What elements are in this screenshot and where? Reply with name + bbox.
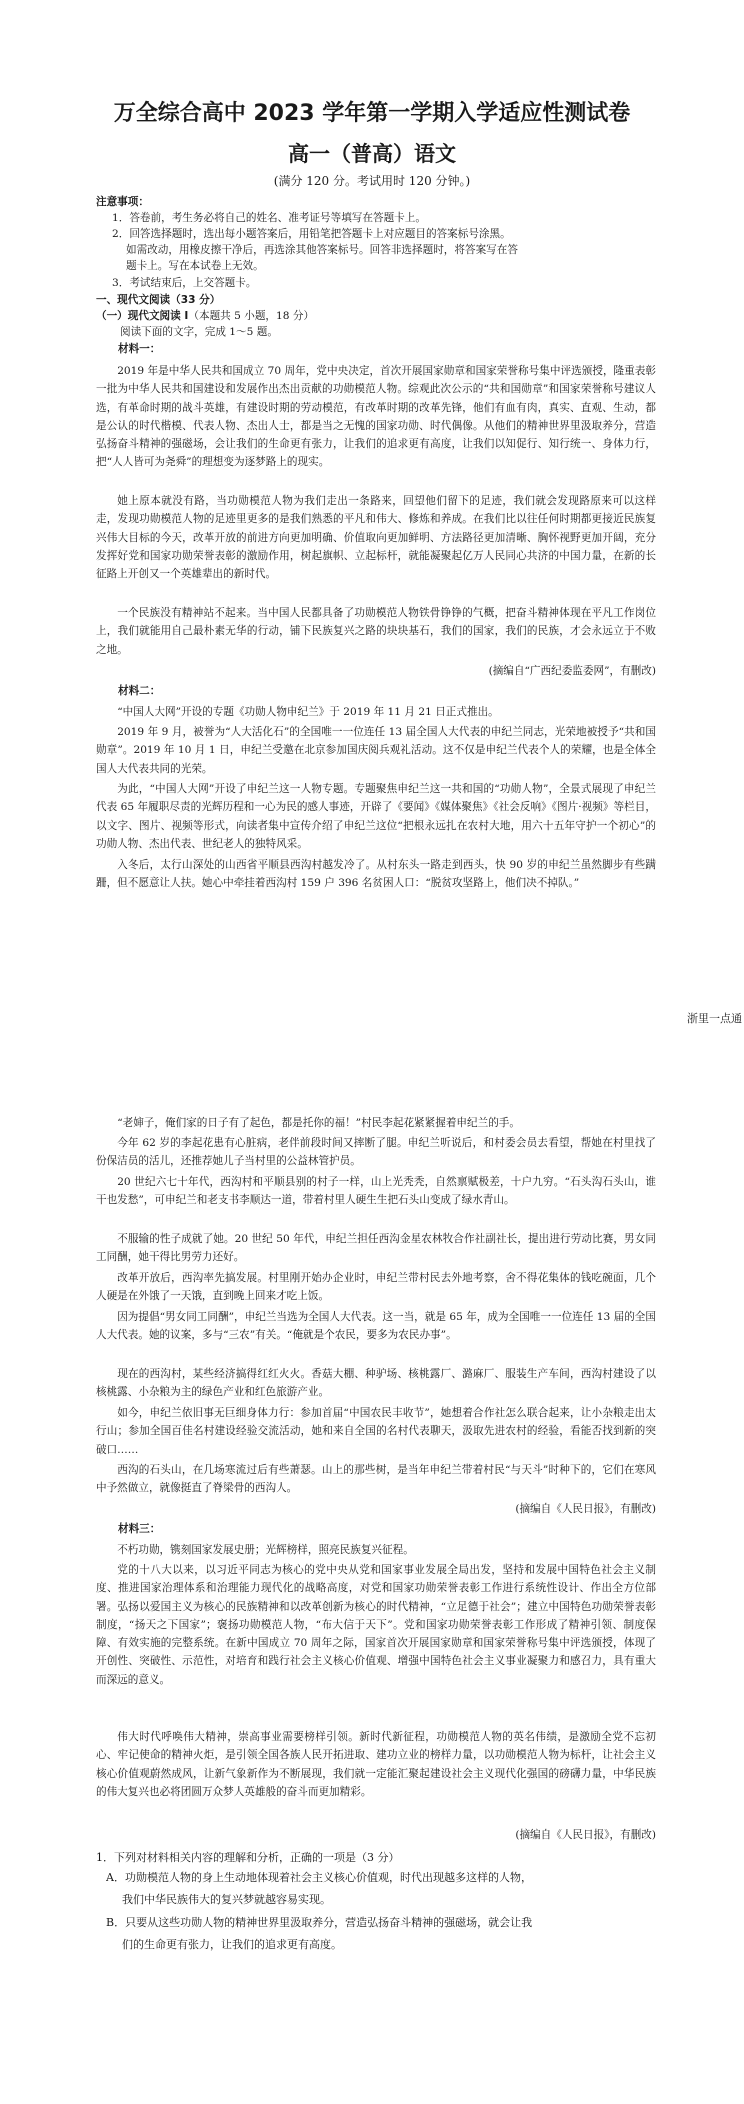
material2-paragraph-9: 改革开放后，西沟率先搞发展。村里刚开始办企业时，申纪兰带村民去外地考察，舍不得花集体的钱吃碗面，几个人硬是在外饿了一天饿，直到晚上回来才吃上饭。	[96, 1272, 656, 1303]
subsection-heading-bold: （一）现代文阅读 I	[96, 310, 189, 322]
note-item-2-cont: 如需改动，用橡皮擦干净后，再选涂其他答案标号。回答非选择题时，将答案写在答	[126, 244, 518, 256]
margin-note: 浙里一点通	[687, 1012, 742, 1025]
material2-paragraph-3: 为此，“中国人大网”开设了申纪兰这一人物专题。专题聚焦申纪兰这一共和国的“功勋人物”，全景式展现了申纪兰代表 65 年履职尽责的光辉历程和一心为民的感人事迹，开辟了《要闻》《媒体聚焦》《社会反响》《图片·视频》等栏目，以文字、图片、视频等形式，向读者集中宣传介绍了申纪兰这位“把根永远扎在农村大地，用六十五年守护一个初心”的功勋人物、杰出代表、世纪老人的独特风采。	[96, 783, 656, 850]
question1-option-a: A．功勋模范人物的身上生动地体现着社会主义核心价值观，时代出现越多这样的人物，	[106, 1871, 532, 1884]
material1-paragraph-3: 一个民族没有精神站不起来。当中国人民都具备了功勋模范人物铁骨铮铮的气概，把奋斗精神体现在平凡工作岗位上，我们就能用自己最朴素无华的行动，铺下民族复兴之路的块块基石，我们的国家，我们的民族，才会永远立于不败之地。	[96, 607, 656, 656]
material2-paragraph-8: 不服输的性子成就了她。20 世纪 50 年代，申纪兰担任西沟金星农林牧合作社副社长，提出进行劳动比赛，男女同工同酬，她干得比男劳力还好。	[96, 1233, 656, 1264]
exam-subject: 高一（普高）语文	[288, 142, 456, 166]
exam-title: 万全综合高中 2023 学年第一学期入学适应性测试卷	[113, 101, 631, 126]
material3-paragraph-1: 不朽功勋，镌刻国家发展史册；光辉榜样，照亮民族复兴征程。	[117, 1544, 414, 1556]
exam-meta: (满分 120 分。考试用时 120 分钟。)	[273, 174, 471, 188]
material2-paragraph-6: 今年 62 岁的李起花患有心脏病，老伴前段时间又摔断了腿。申纪兰听说后，和村委会员去看望，帮她在村里找了份保洁员的活儿，还推荐她儿子当村里的公益林管护员。	[96, 1137, 656, 1168]
material2-source: (摘编自《人民日报》，有删改)	[515, 1503, 656, 1515]
material2-paragraph-5: “老婶子，俺们家的日子有了起色，都是托你的福！”村民李起花紧紧握着申纪兰的手。	[117, 1117, 520, 1129]
note-item-2-cont2: 题卡上。写在本试卷上无效。	[126, 260, 264, 272]
question1-option-b: B．只要从这些功勋人物的精神世界里汲取养分，营造弘扬奋斗精神的强磁场，就会让我	[106, 1916, 533, 1929]
material2-label: 材料二：	[118, 685, 161, 697]
material2-paragraph-2: 2019 年 9 月，被誉为“人大活化石”的全国唯一一位连任 13 届全国人大代表的申纪兰同志，光荣地被授予“共和国勋章”。2019 年 10 月 1 日，申纪兰受邀在北京参加国庆阅兵观礼活动。这不仅是申纪兰代表个人的荣耀，也是全体全国人大代表共同的光荣。	[96, 726, 656, 775]
note-item-1: 1．答卷前，考生务必将自己的姓名、准考证号等填写在答题卡上。	[112, 212, 426, 224]
material2-paragraph-12: 如今，申纪兰依旧事无巨细身体力行：参加首届“中国农民丰收节”，她想着合作社怎么联合起来，让小杂粮走出太行山；参加全国百佳名村建设经验交流活动，她和来自全国的名村代表聊天，汲取先进农村的经验，看能否找到新的突破口……	[96, 1407, 656, 1456]
material2-paragraph-7: 20 世纪六七十年代，西沟村和平顺县别的村子一样，山上光秃秃，自然禀赋极差，十户九穷。“石头沟石头山，谁干也发愁”，可申纪兰和老支书李顺达一道，带着村里人硬生生把石头山变成了绿水青山。	[96, 1176, 656, 1207]
reading-instruction: 阅读下面的文字，完成 1～5 题。	[120, 326, 278, 338]
material2-paragraph-4: 入冬后，太行山深处的山西省平顺县西沟村越发冷了。从村东头一路走到西头，快 90 岁的申纪兰虽然脚步有些蹒跚，但不愿意让人扶。她心中牵挂着西沟村 159 户 396 名贫困人口：“脱贫攻坚路上，他们决不掉队。”	[96, 859, 656, 890]
material2-paragraph-1: “中国人大网”开设的专题《功勋人物申纪兰》于 2019 年 11 月 21 日正式推出。	[117, 706, 499, 718]
question1-option-b-cont: 们的生命更有张力，让我们的追求更有高度。	[122, 1938, 342, 1951]
material1-paragraph-2: 她上原本就没有路，当功勋模范人物为我们走出一条路来，回望他们留下的足迹，我们就会发现路原来可以这样走，发现功勋模范人物的足迹里更多的是我们熟悉的平凡和伟大、修炼和养成。在我们比以往任何时期都更接近民族复兴伟大目标的今天，改革开放的前进方向更加明确、价值取向更加鲜明、方法路径更加清晰、胸怀视野更加开阔，充分发挥好党和国家功勋荣誉表彰的激励作用，树起旗帜、立起标杆，就能凝聚起亿万人民同心共济的中国力量，在新的长征路上开创又一个英雄辈出的新时代。	[96, 495, 656, 581]
note-item-2: 2．回答选择题时，选出每小题答案后，用铅笔把答题卡上对应题目的答案标号涂黑。	[112, 228, 511, 240]
material3-paragraph-2: 党的十八大以来，以习近平同志为核心的党中央从党和国家事业发展全局出发，坚持和发展中国特色社会主义制度、推进国家治理体系和治理能力现代化的战略高度，对党和国家功勋荣誉表彰工作进行系统性设计、作出全方位部署。弘扬以爱国主义为核心的民族精神和以改革创新为核心的时代精神，“立足德于社会”；建立中国特色功勋荣誉表彰制度，“扬天之下国家”；褒扬功勋模范人物，“布大信于天下”。党和国家功勋荣誉表彰工作形成了精神引领、制度保障、有效实施的完整系统。在新中国成立 70 周年之际，国家首次开展国家勋章和国家荣誉称号集中评选颁授，体现了开创性、突破性、示范性，对培育和践行社会主义核心价值观、增强中国特色社会主义事业凝聚力和感召力，具有重大而深远的意义。	[96, 1564, 656, 1686]
question1-option-a-cont: 我们中华民族伟大的复兴梦就越容易实现。	[122, 1893, 331, 1906]
material3-paragraph-3: 伟大时代呼唤伟大精神，崇高事业需要榜样引领。新时代新征程，功勋模范人物的英名伟绩，是激励全党不忘初心、牢记使命的精神火炬，是引领全国各族人民开拓进取、建功立业的榜样力量，以功勋模范人物为标杆，让社会主义核心价值观蔚然成风，让新气象新作为不断展现，我们就一定能汇聚起建设社会主义现代化强国的磅礴力量，中华民族的伟大复兴也必将团圆万众梦人英雄般的奋斗而更加精彩。	[96, 1731, 656, 1798]
subsection-heading	[96, 309, 656, 324]
material2-paragraph-11: 现在的西沟村，某些经济搞得红红火火。香菇大棚、种驴场、核桃露厂、潞麻厂、服装生产车间，西沟村建设了以核桃露、小杂粮为主的绿色产业和红色旅游产业。	[96, 1368, 656, 1399]
material3-source: (摘编自《人民日报》，有删改)	[515, 1829, 656, 1841]
subsection-heading-rest: （本题共 5 小题，18 分）	[188, 310, 315, 322]
material1-label: 材料一：	[118, 343, 161, 355]
question1-stem: 1．下列对材料相关内容的理解和分析，正确的一项是（3 分）	[96, 1851, 400, 1864]
material2-paragraph-13: 西沟的石头山，在几场寒流过后有些萧瑟。山上的那些树，是当年申纪兰带着村民“与天斗”时种下的，它们在寒风中予然做立，就像挺直了脊梁骨的西沟人。	[96, 1464, 656, 1495]
material1-paragraph-1: 2019 年是中华人民共和国成立 70 周年，党中央决定，首次开展国家勋章和国家荣誉称号集中评选颁授，隆重表彰一批为中华人民共和国建设和发展作出杰出贡献的功勋模范人物。综观此次公示的“共和国勋章”和国家荣誉称号建议人选，有革命时期的战斗英雄，有建设时期的劳动模范，有改革时期的改革先锋，他们有血有肉，真实、直观、生动，都是公认的时代楷模、代表人物、杰出人士，都是当之无愧的国家功勋、时代偶像。从他们的精神世界里汲取养分，营造弘扬奋斗精神的强磁场，会让我们的生命更有张力，让我们的追求更有高度，让我们以知促行、知行统一、身体力行，把“人人皆可为尧舜”的理想变为逐梦路上的现实。	[96, 365, 656, 469]
notes-heading: 注意事项：	[96, 196, 149, 208]
section-heading: 一、现代文阅读（33 分）	[96, 294, 221, 306]
material1-source: (摘编自“广西纪委监委网”，有删改)	[488, 665, 656, 677]
material2-paragraph-10: 因为提倡“男女同工同酬”，申纪兰当选为全国人大代表。这一当，就是 65 年，成为全国唯一一位连任 13 届的全国人大代表。她的议案，多与“三农”有关。“俺就是个农民，要多为农民办事”。	[96, 1311, 656, 1342]
note-item-3: 3．考试结束后，上交答题卡。	[112, 277, 257, 289]
material3-label: 材料三：	[118, 1523, 161, 1535]
